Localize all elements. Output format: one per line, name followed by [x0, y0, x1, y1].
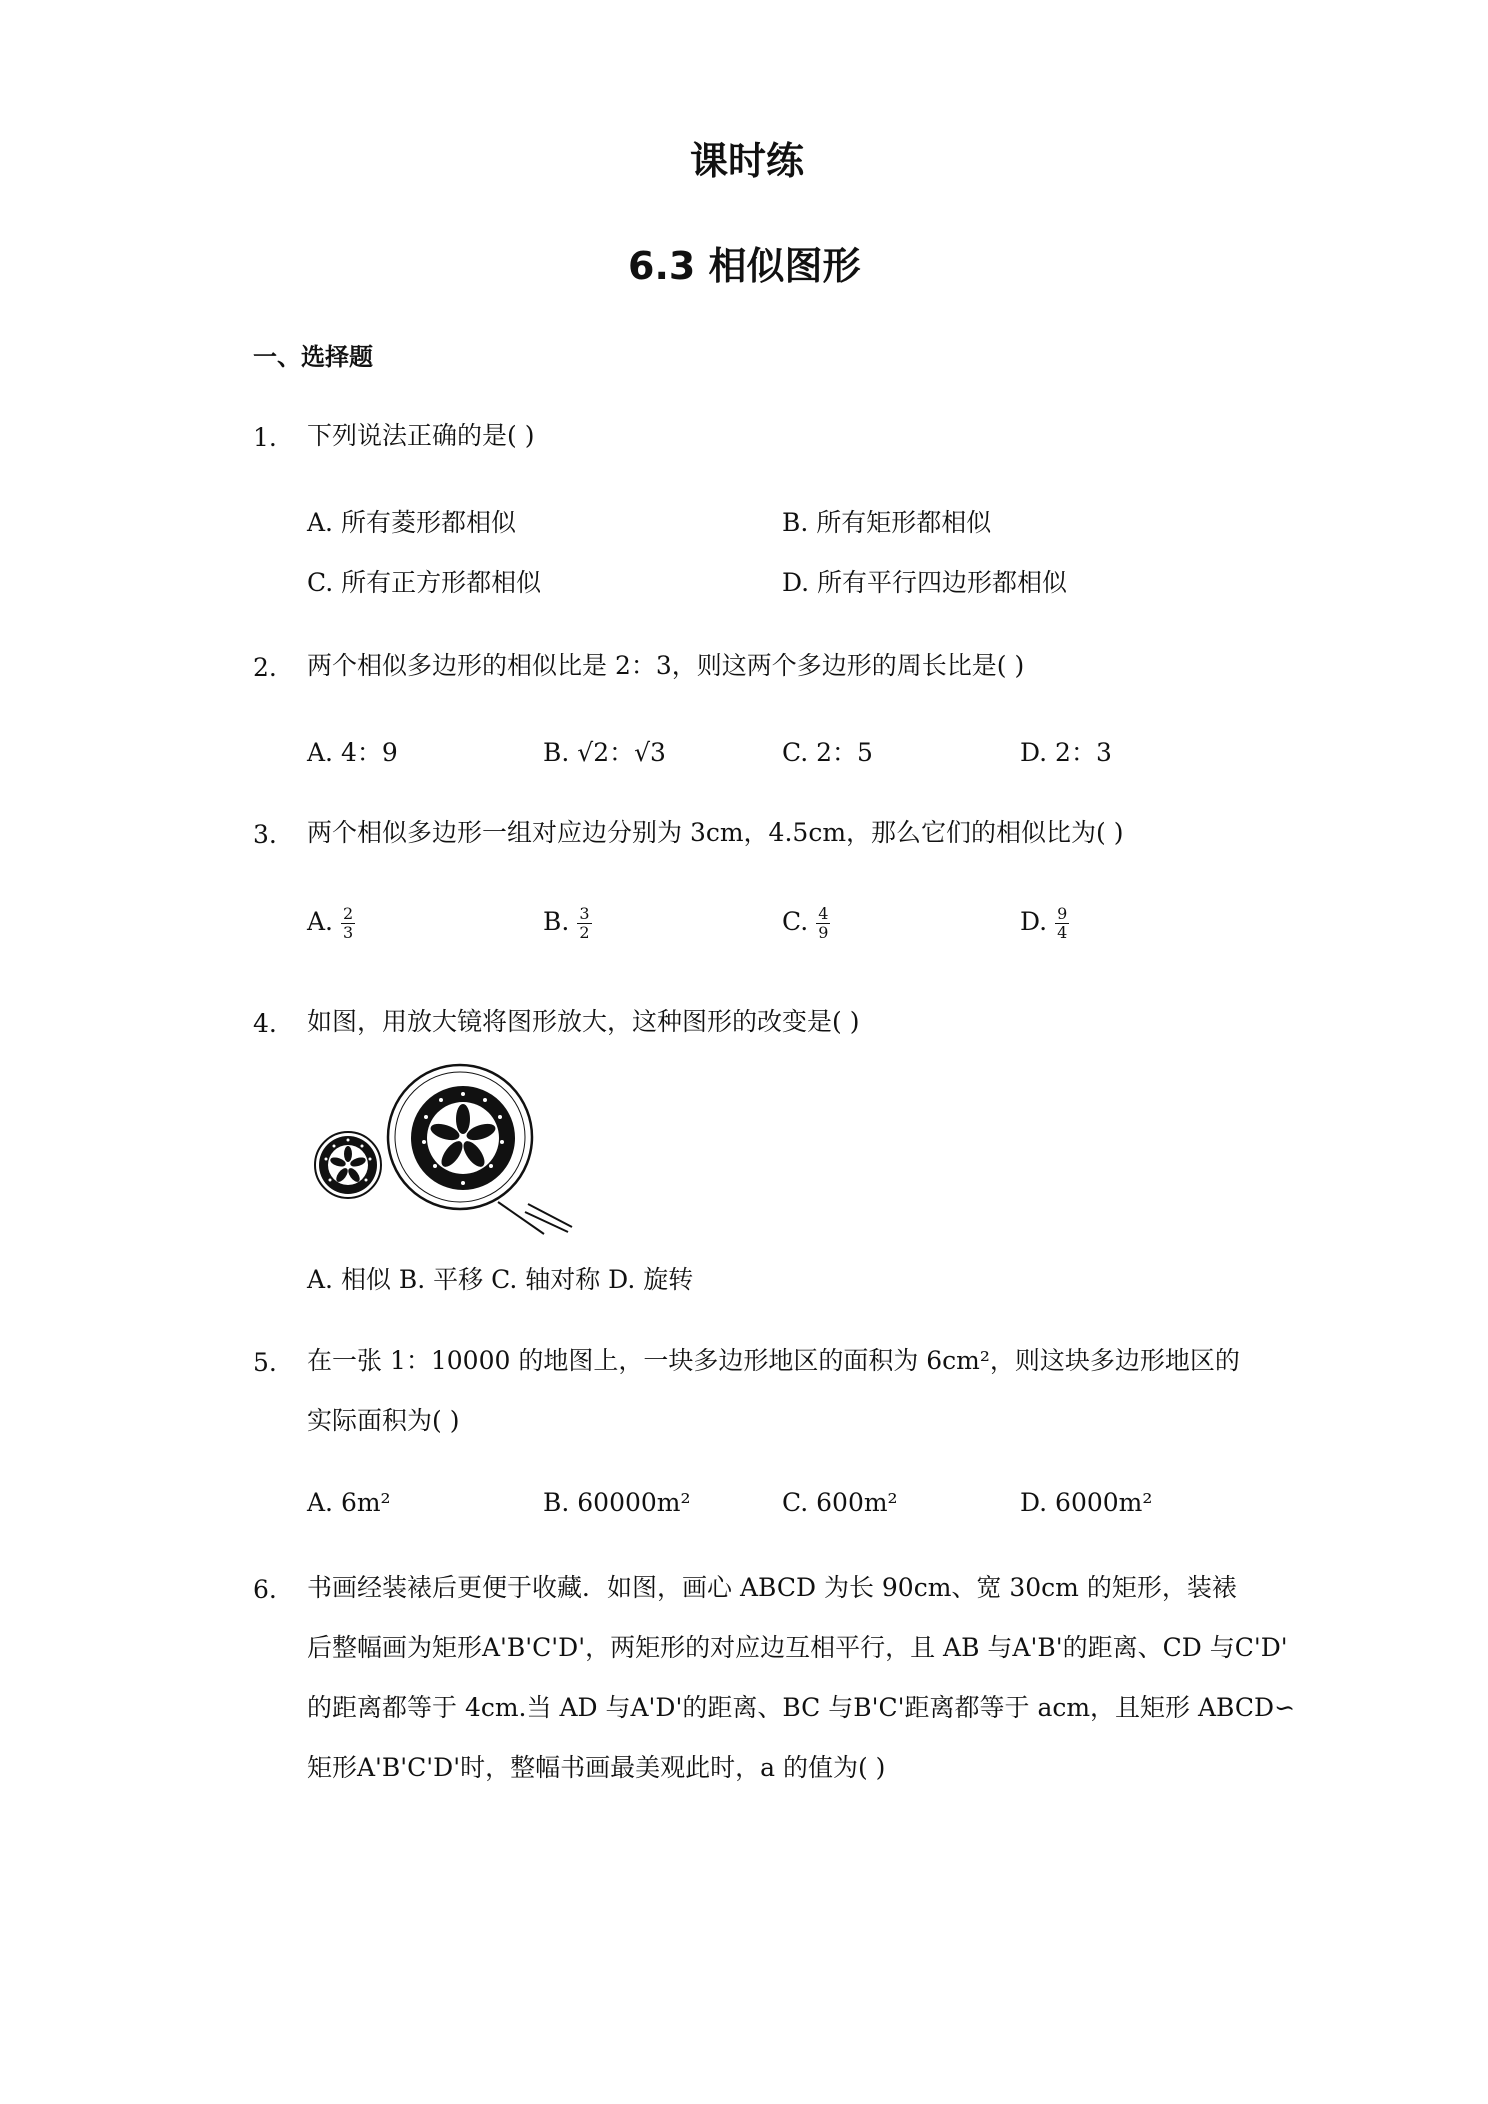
magnifier-icon: [388, 1065, 572, 1234]
question-stem-line: 在一张 1：10000 的地图上，一块多边形地区的面积为 6cm²，则这块多边形地区的: [307, 1346, 1240, 1375]
denominator: 4: [1057, 923, 1068, 942]
question-number: 3.: [253, 820, 277, 849]
denominator: 2: [579, 923, 590, 942]
fraction: [577, 905, 591, 942]
option-b: [543, 905, 592, 942]
page-subtitle: 6.3 相似图形: [628, 244, 861, 288]
option-a: A. 4：9: [307, 738, 398, 767]
option-a: [307, 905, 355, 942]
option-c: C. 所有正方形都相似: [307, 568, 542, 597]
question-stem: 下列说法正确的是( ): [307, 421, 535, 450]
option-row: A. 相似 B. 平移 C. 轴对称 D. 旋转: [307, 1265, 694, 1294]
denominator: 3: [343, 923, 354, 942]
numerator: 2: [343, 904, 354, 923]
numerator: 9: [1057, 904, 1068, 923]
question-stem-line: 实际面积为( ): [307, 1406, 460, 1435]
question-stem-line: 矩形A'B'C'D'时，整幅书画最美观此时，a 的值为( ): [307, 1753, 886, 1782]
numerator: 4: [818, 904, 829, 923]
option-label: B.: [543, 907, 570, 936]
option-b: B. √2：√3: [543, 738, 666, 767]
option-b: B. 所有矩形都相似: [782, 508, 992, 537]
question-stem-line: 书画经装裱后更便于收藏．如图，画心 ABCD 为长 90cm、宽 30cm 的矩形，装裱: [307, 1573, 1237, 1602]
option-label: A.: [307, 907, 334, 936]
section-heading: 一、选择题: [253, 343, 373, 371]
option-c: C. 600m²: [782, 1488, 898, 1517]
question-stem-line: 后整幅画为矩形A'B'C'D'，两矩形的对应边互相平行，且 AB 与A'B'的距离、CD 与C'D': [307, 1633, 1288, 1662]
question-number: 6.: [253, 1575, 277, 1604]
question-number: 1.: [253, 423, 277, 452]
question-stem: 两个相似多边形一组对应边分别为 3cm，4.5cm，那么它们的相似比为( ): [307, 818, 1124, 847]
option-a: A. 所有菱形都相似: [307, 508, 516, 537]
question-number: 5.: [253, 1348, 277, 1377]
option-d: D. 6000m²: [1020, 1488, 1153, 1517]
numerator: 3: [579, 904, 590, 923]
question-stem: 如图，用放大镜将图形放大，这种图形的改变是( ): [307, 1007, 860, 1036]
page-title: 课时练: [690, 139, 805, 183]
option-b: B. 60000m²: [543, 1488, 691, 1517]
option-c: [782, 905, 830, 942]
denominator: 9: [818, 923, 829, 942]
question-number: 2.: [253, 653, 277, 682]
option-label: C.: [782, 907, 809, 936]
fraction: [341, 905, 355, 942]
option-label: D.: [1020, 907, 1048, 936]
option-c: C. 2：5: [782, 738, 873, 767]
fraction: [816, 905, 830, 942]
question-stem-line: 的距离都等于 4cm.当 AD 与A'D'的距离、BC 与B'C'距离都等于 acm，且矩形 ABCD∽: [307, 1693, 1296, 1722]
question-number: 4.: [253, 1009, 277, 1038]
magnifier-figure: [300, 1062, 580, 1237]
small-emblem-icon: [315, 1132, 381, 1198]
option-d: D. 所有平行四边形都相似: [782, 568, 1068, 597]
option-d: [1020, 905, 1069, 942]
option-d: D. 2：3: [1020, 738, 1112, 767]
fraction: [1055, 905, 1069, 942]
question-stem: 两个相似多边形的相似比是 2：3，则这两个多边形的周长比是( ): [307, 651, 1025, 680]
option-a: A. 6m²: [307, 1488, 391, 1517]
